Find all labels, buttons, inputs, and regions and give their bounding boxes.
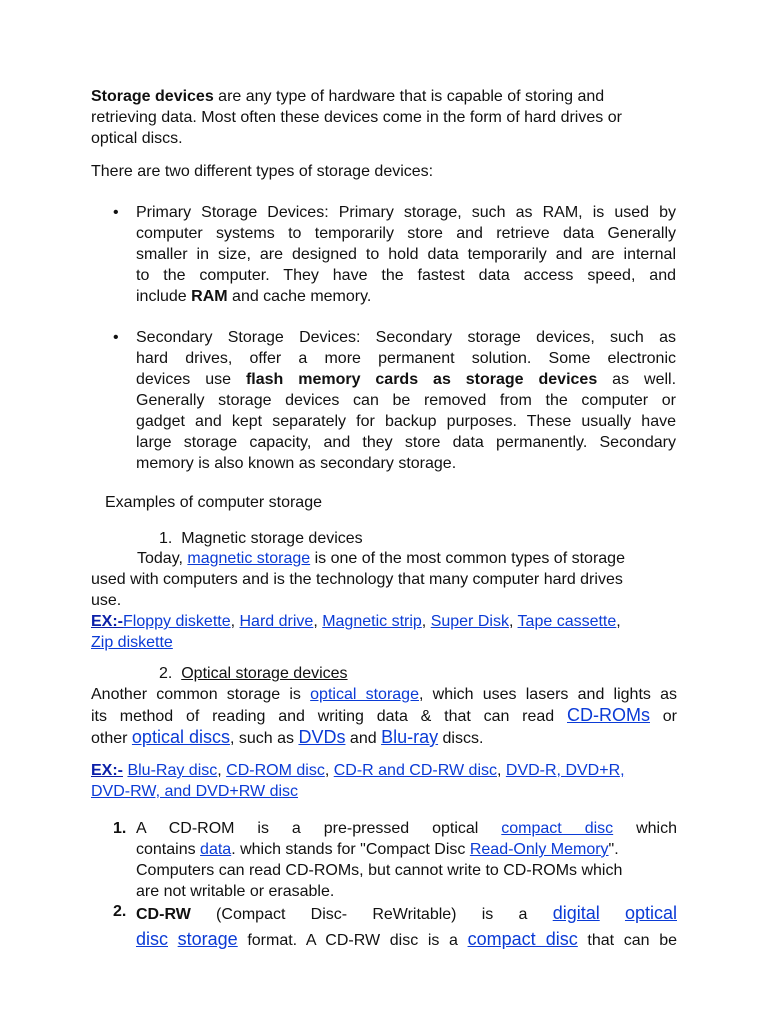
intro-text-1: are any type of hardware that is capable of storing and <box>213 88 605 105</box>
separator: , <box>508 613 518 630</box>
types-intro: There are two different types of storage devices: <box>91 163 434 180</box>
optical-storage-link[interactable]: optical storage <box>310 686 419 703</box>
heading-title: Magnetic storage devices <box>181 530 363 547</box>
secondary-line <box>136 369 676 390</box>
intro-text-2: retrieving data. Most often these devices come in the form of hard drives or <box>91 109 622 126</box>
magnetic-text: used with computers and is the technology that many computer hard drives <box>91 571 623 588</box>
separator: , <box>616 613 621 630</box>
item-text <box>600 906 625 923</box>
intro-paragraph <box>91 86 691 149</box>
magnetic-examples <box>91 611 677 632</box>
secondary-storage-item <box>136 327 676 474</box>
compact-disc-link[interactable]: compact disc <box>501 820 614 837</box>
bullet-marker: • <box>113 204 119 221</box>
cd-r-cd-rw-disc-link[interactable]: CD-R and CD-RW disc <box>333 762 497 779</box>
ram-bold: RAM <box>191 288 228 305</box>
optical-text: , which uses lasers and lights as <box>418 686 678 703</box>
blu-ray-link[interactable]: Blu-ray <box>381 727 439 747</box>
magnetic-text: Today, <box>137 550 188 567</box>
read-only-memory-link[interactable]: Read-Only Memory <box>469 841 609 858</box>
optical-text: , such as <box>229 730 299 747</box>
magnetic-heading <box>159 528 363 549</box>
magnetic-paragraph <box>91 548 677 653</box>
cd-rom-disc-link[interactable]: CD-ROM disc <box>226 762 325 779</box>
item-text: contains <box>136 841 201 858</box>
primary-line: to the computer. They have the fastest data access speed, and <box>136 267 676 284</box>
cd-rw-bold: CD-RW <box>136 906 191 923</box>
secondary-line: Generally storage devices can be removed from the computer or <box>136 392 676 409</box>
examples-heading: Examples of computer storage <box>105 494 322 511</box>
disc-link[interactable]: disc <box>136 929 169 949</box>
dvd-r-link[interactable]: DVD-R, DVD+R, <box>505 762 625 779</box>
intro-text-3: optical discs. <box>91 130 183 147</box>
cd-rom-item <box>136 818 677 902</box>
item-text: A CD-ROM is a pre-pressed optical <box>136 820 502 837</box>
separator: , <box>313 613 323 630</box>
item-text: format. A CD-RW disc is a <box>237 932 468 949</box>
hard-drive-link[interactable]: Hard drive <box>239 613 314 630</box>
bullet-marker: • <box>113 329 119 346</box>
primary-text: include <box>136 288 192 305</box>
optical-paragraph <box>91 684 677 749</box>
item-text: (Compact Disc- ReWritable) is a <box>190 906 553 923</box>
heading-number: 2. <box>159 665 173 682</box>
primary-line <box>136 286 676 307</box>
dvds-link[interactable]: DVDs <box>298 727 346 747</box>
data-link[interactable]: data <box>200 841 232 858</box>
item-text <box>168 932 178 949</box>
primary-line: computer systems to temporarily store and retrieve data Generally <box>136 225 676 242</box>
flash-bold: flash memory cards as storage devices <box>245 371 598 388</box>
secondary-line: hard drives, offer a more permanent solution. Some electronic <box>136 350 676 367</box>
storage-link[interactable]: storage <box>177 929 238 949</box>
optical-text: discs. <box>438 730 484 747</box>
item-text: that can be <box>577 932 677 949</box>
optical-text: its method of reading and writing data & that can read <box>91 708 567 725</box>
intro-term: Storage devices <box>91 88 214 105</box>
primary-text: and cache memory. <box>227 288 372 305</box>
item-text: Computers can read CD-ROMs, but cannot write to CD-ROMs which <box>136 862 623 879</box>
optical-text: Another common storage is <box>91 686 311 703</box>
secondary-line: large storage capacity, and they store data permanently. Secondary <box>136 434 676 451</box>
optical-text: or <box>650 708 678 725</box>
super-disk-link[interactable]: Super Disk <box>430 613 509 630</box>
separator: , <box>421 613 431 630</box>
ex-label: EX:- <box>91 613 123 630</box>
optical-discs-link[interactable]: optical discs <box>131 727 230 747</box>
optical-text: other <box>91 730 132 747</box>
tape-cassette-link[interactable]: Tape cassette <box>517 613 617 630</box>
item-text: are not writable or erasable. <box>136 883 335 900</box>
secondary-line: memory is also known as secondary storage. <box>136 455 457 472</box>
optical-examples <box>91 760 681 802</box>
item-text: ". <box>608 841 619 858</box>
optical-text: and <box>345 730 382 747</box>
item-text: . which stands for "Compact Disc <box>231 841 470 858</box>
heading-title: Optical storage devices <box>181 665 348 682</box>
zip-diskette-link[interactable]: Zip diskette <box>91 634 173 651</box>
optical-heading <box>159 663 348 684</box>
floppy-diskette-link[interactable]: Floppy diskette <box>123 613 231 630</box>
digital-link[interactable]: digital <box>552 903 600 923</box>
primary-line: Primary Storage Devices: Primary storage, such as RAM, is used by <box>136 204 676 221</box>
magnetic-text: use. <box>91 592 122 609</box>
dvd-rw-link[interactable]: DVD-RW, and DVD+RW disc <box>91 783 299 800</box>
magnetic-storage-link[interactable]: magnetic storage <box>187 550 311 567</box>
separator: , <box>217 762 227 779</box>
item-text: which <box>613 820 678 837</box>
ex-label: EX:- <box>91 762 123 779</box>
secondary-text: devices use <box>136 371 246 388</box>
magnetic-text: is one of the most common types of storage <box>310 550 625 567</box>
separator: , <box>497 762 506 779</box>
magnetic-strip-link[interactable]: Magnetic strip <box>322 613 422 630</box>
secondary-line: Secondary Storage Devices: Secondary storage devices, such as <box>136 329 676 346</box>
list-number: 1. <box>113 820 127 837</box>
cd-roms-link[interactable]: CD-ROMs <box>567 705 650 725</box>
separator: , <box>324 762 334 779</box>
separator: , <box>230 613 240 630</box>
blu-ray-disc-link[interactable]: Blu-Ray disc <box>127 762 218 779</box>
heading-number: 1. <box>159 530 173 547</box>
optical-link[interactable]: optical <box>624 903 677 923</box>
cd-rw-item <box>136 901 677 953</box>
compact-disc-link[interactable]: compact disc <box>467 929 578 949</box>
list-number: 2. <box>113 903 127 920</box>
secondary-text: as well. <box>597 371 677 388</box>
primary-line: smaller in size, are designed to hold data temporarily and are internal <box>136 246 676 263</box>
secondary-line: gadget and kept separately for backup purposes. These usually have <box>136 413 676 430</box>
primary-storage-item <box>136 202 676 307</box>
